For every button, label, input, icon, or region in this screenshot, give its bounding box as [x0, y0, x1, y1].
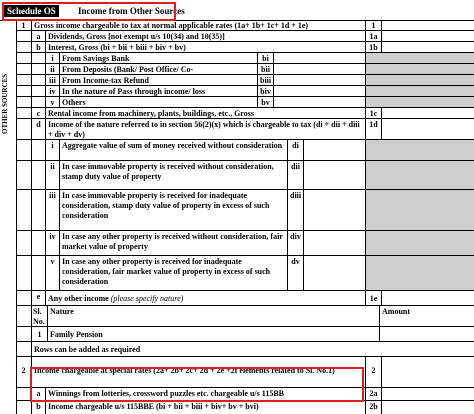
row-div — [16, 231, 474, 256]
row-dv-code: dv — [288, 256, 304, 290]
row-1c-desc: Rental income from machinery, plants, buildings, etc., Gross — [46, 108, 366, 118]
row-biii-id: iii — [46, 75, 60, 85]
row-1d-desc: Income of the nature referred to in section 56(2)(x) which is chargeable to tax (di + dii + diii + div + dv) — [46, 119, 366, 139]
row-1c-value[interactable] — [382, 108, 474, 118]
row-dv-value[interactable] — [304, 256, 366, 290]
row-biv-id: iv — [46, 86, 60, 96]
row-bi-code: bi — [258, 53, 274, 63]
row-1c-code: 1c — [366, 108, 382, 118]
row-1b — [16, 42, 474, 53]
row-bv-id: v — [46, 97, 60, 107]
row-2a-code: 2a — [366, 388, 382, 400]
row-bi — [16, 53, 474, 64]
row-2a-value[interactable] — [382, 388, 474, 400]
row-dv — [16, 256, 474, 291]
row-div-value[interactable] — [304, 231, 366, 255]
schedule-subtitle: Income from Other Sources — [78, 6, 185, 16]
row-1 — [16, 20, 474, 31]
row-bv-code: bv — [258, 97, 274, 107]
row-1a-id: a — [32, 31, 46, 41]
row-1-id: 1 — [16, 20, 32, 30]
row-1e-code: 1e — [366, 291, 382, 305]
row-bii-desc: From Deposits (Bank/ Post Office/ Co- — [60, 64, 258, 74]
row-diii-value[interactable] — [304, 190, 366, 230]
row-family-pension — [16, 327, 474, 342]
subtable-nature-header: Nature — [48, 306, 380, 326]
row-dii — [16, 161, 474, 190]
row-2-desc: Income chargeable at special rates (2a+ 2b+ 2c+ 2d + 2e +2f elements related to Sl. No.1) — [32, 357, 366, 387]
row-1-code: 1 — [366, 20, 382, 30]
row-1e-value[interactable] — [382, 291, 474, 305]
row-biii — [16, 75, 474, 86]
row-bv-desc: Others — [60, 97, 258, 107]
row-1c-id: c — [32, 108, 46, 118]
row-div-code: div — [288, 231, 304, 255]
family-pension-id: 1 — [32, 327, 48, 341]
schedule-title: Schedule OS — [4, 5, 59, 17]
row-1a-code: 1a — [366, 31, 382, 41]
row-biv — [16, 86, 474, 97]
row-di-id: i — [46, 140, 60, 160]
row-div-desc: In case any other property is received without consideration, fair market value of property — [60, 231, 288, 255]
side-label: OTHER SOURCES — [1, 73, 9, 135]
row-1d — [16, 119, 474, 140]
row-bi-value[interactable] — [274, 53, 366, 63]
subtable-header — [16, 306, 474, 327]
row-biii-desc: From Income-tax Refund — [60, 75, 258, 85]
row-1e-label: Any other income — [48, 294, 109, 303]
row-1d-value[interactable] — [382, 119, 474, 139]
row-diii-code: diii — [288, 190, 304, 230]
row-dii-code: dii — [288, 161, 304, 189]
row-1c — [16, 108, 474, 119]
row-1a-desc: Dividends, Gross [not exempt u/s 10(34) and 10(35)] — [46, 31, 366, 41]
row-biv-desc: In the nature of Pass through income/ loss — [60, 86, 258, 96]
row-2a-id: a — [32, 388, 46, 400]
row-1d-id: d — [32, 119, 46, 139]
row-add-note — [16, 342, 474, 357]
row-bii-id: ii — [46, 64, 60, 74]
row-1e-id: e — [32, 291, 46, 305]
row-div-id: iv — [46, 231, 60, 255]
row-dii-value[interactable] — [304, 161, 366, 189]
row-2b — [16, 401, 474, 414]
row-bii-code: bii — [258, 64, 274, 74]
row-di-value[interactable] — [304, 140, 366, 160]
row-bii — [16, 64, 474, 75]
row-1-value[interactable] — [382, 20, 474, 30]
subtable-amount-header: Amount — [382, 307, 411, 316]
row-bv-value[interactable] — [274, 97, 366, 107]
row-di — [16, 140, 474, 161]
row-dv-id: v — [46, 256, 60, 290]
row-1e-note: (please specify nature) — [110, 294, 184, 303]
row-biv-code: biv — [258, 86, 274, 96]
row-bi-desc: From Savings Bank — [60, 53, 258, 63]
row-2 — [16, 357, 474, 388]
row-biii-code: biii — [258, 75, 274, 85]
row-diii-desc: In case immovable property is received for inadequate consideration, stamp duty value of property in excess of such consideration — [60, 190, 288, 230]
row-di-code: di — [288, 140, 304, 160]
row-biii-value[interactable] — [274, 75, 366, 85]
add-rows-note: Rows can be added as required — [34, 345, 141, 354]
row-2a-desc: Winnings from lotteries, crossword puzzles etc. chargeable u/s 115BB — [46, 388, 366, 400]
row-2a — [16, 388, 474, 401]
row-1-desc: Gross income chargeable to tax at normal applicable rates (1a+ 1b+ 1c+ 1d + 1e) — [32, 20, 366, 30]
row-bii-value[interactable] — [274, 64, 366, 74]
row-biv-value[interactable] — [274, 86, 366, 96]
row-2b-id: b — [32, 401, 46, 414]
row-bv — [16, 97, 474, 108]
row-2b-desc: Income chargeable u/s 115BBE (bi + bii + biii + biv+ bv + bvi) — [46, 401, 366, 414]
row-di-desc: Aggregate value of sum of money received without consideration — [60, 140, 288, 160]
row-1a-value[interactable] — [382, 31, 474, 41]
schedule-header — [0, 0, 474, 21]
row-dii-id: ii — [46, 161, 60, 189]
row-1b-id: b — [32, 42, 46, 52]
row-dii-desc: In case immovable property is received without consideration, stamp duty value of property — [60, 161, 288, 189]
row-2b-value[interactable] — [382, 401, 474, 414]
row-2-value[interactable] — [382, 357, 474, 387]
row-1e-desc — [46, 291, 366, 305]
row-1b-code: 1b — [366, 42, 382, 52]
row-1a — [16, 31, 474, 42]
row-1d-code: 1d — [366, 119, 382, 139]
family-pension-amount[interactable] — [380, 327, 474, 341]
row-1e — [16, 291, 474, 306]
row-1b-desc: Interest, Gross (bi + bii + biii + biv + bv) — [46, 42, 366, 52]
side-section — [0, 20, 17, 414]
row-diii-id: iii — [46, 190, 60, 230]
row-2-code: 2 — [366, 357, 382, 387]
row-dv-desc: In case any other property is received for inadequate consideration, fair market value of property in excess of such consideration — [60, 256, 288, 290]
row-diii — [16, 190, 474, 231]
row-bi-id: i — [46, 53, 60, 63]
row-2b-code: 2b — [366, 401, 382, 414]
row-2-id: 2 — [16, 357, 32, 387]
family-pension-desc: Family Pension — [48, 327, 380, 341]
row-1b-value[interactable] — [382, 42, 474, 52]
subtable-slno-header: Sl. No. — [32, 306, 48, 326]
